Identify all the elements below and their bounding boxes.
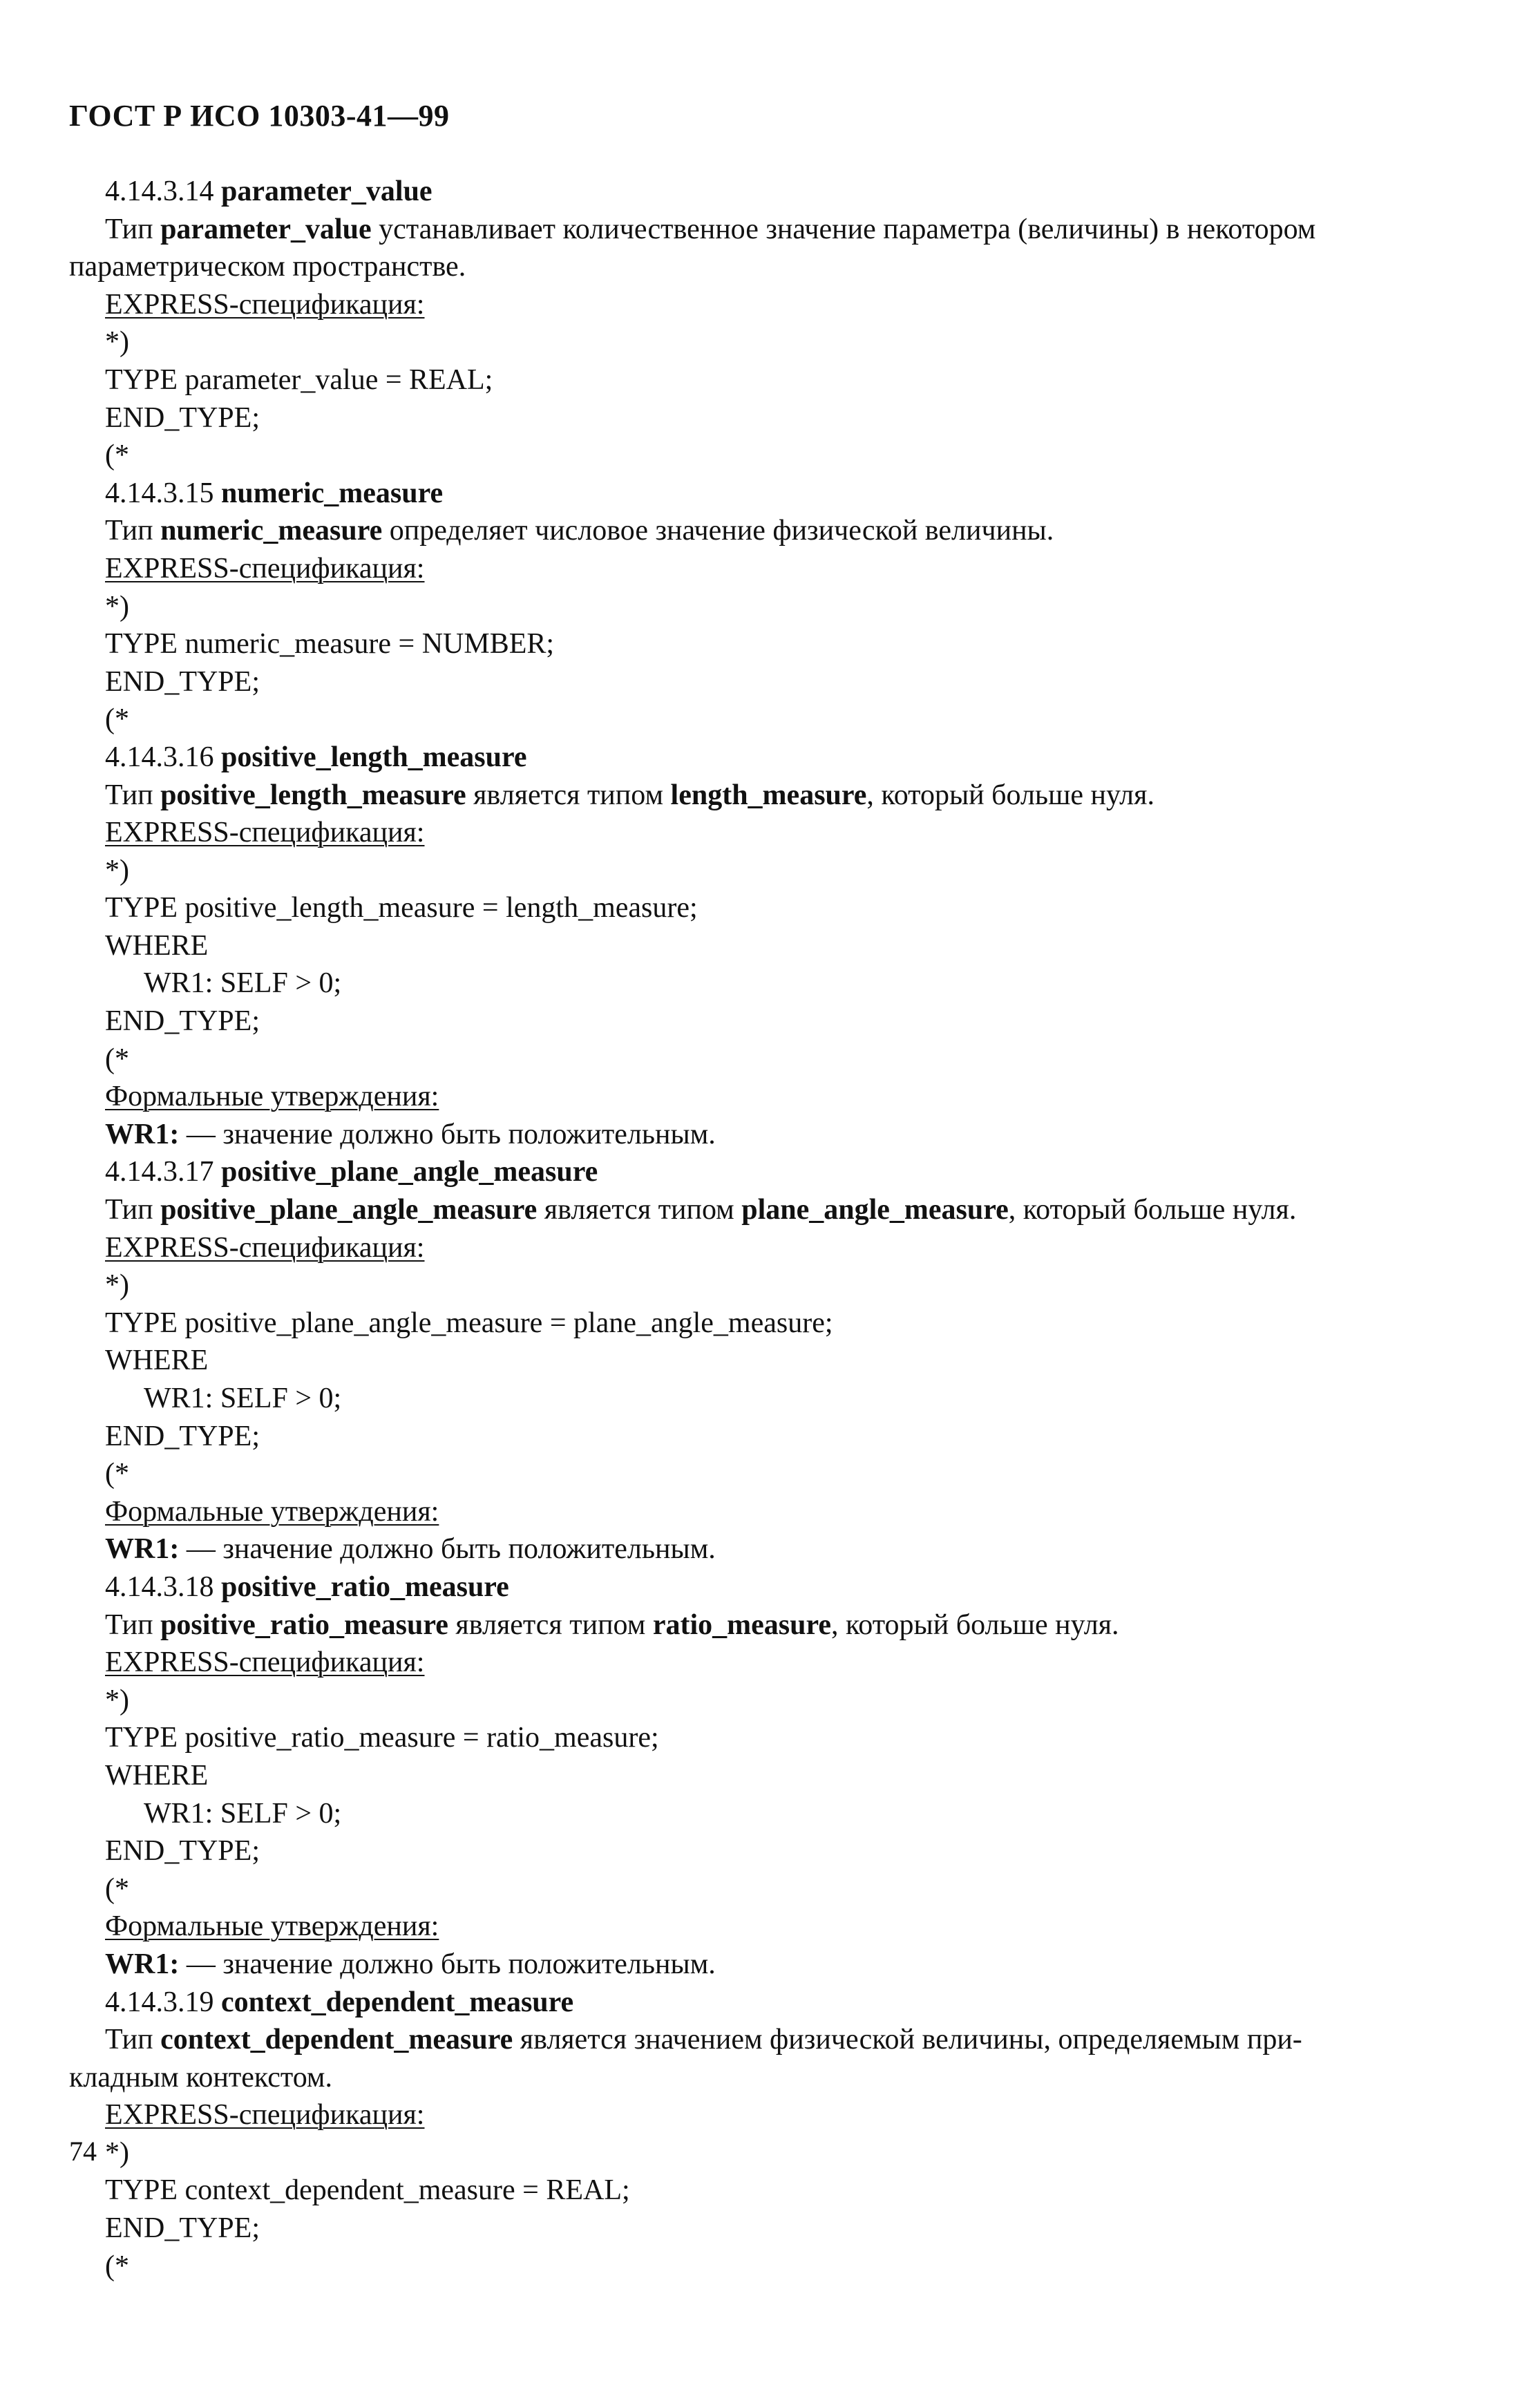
code-line: END_TYPE; xyxy=(105,401,260,434)
section-number: 4.14.3.14 xyxy=(105,175,214,207)
code-line: END_TYPE; xyxy=(105,665,260,698)
code-open: *) xyxy=(105,590,129,623)
section-heading xyxy=(105,1984,1452,2022)
type-name: positive_ratio_measure xyxy=(160,1608,448,1641)
section-name: positive_length_measure xyxy=(221,741,527,773)
description-line: Тип parameter_value устанавливает количественное значение параметра (величины) в некотором xyxy=(105,213,1316,245)
code-line: TYPE positive_ratio_measure = ratio_measure; xyxy=(105,1722,659,1754)
type-name: positive_length_measure xyxy=(160,779,466,811)
formal-rule: WR1: — значение должно быть положительным. xyxy=(105,1118,716,1150)
code-close: (* xyxy=(105,2250,129,2282)
code-line: END_TYPE; xyxy=(105,1420,260,1452)
formal-label: Формальные утверждения: xyxy=(105,1081,439,1113)
section-name: parameter_value xyxy=(221,175,432,207)
express-label: EXPRESS-спецификация: xyxy=(105,1646,425,1679)
description-line: Тип positive_length_measure является типом length_measure, который больше нуля. xyxy=(105,779,1154,811)
where-rule: WR1: SELF > 0; xyxy=(144,1383,342,1414)
code-line: END_TYPE; xyxy=(105,1835,260,1868)
description-line: Тип context_dependent_measure является значением физической величины, определяемым при- xyxy=(105,2024,1302,2056)
formal-label: Формальные утверждения: xyxy=(105,1910,439,1943)
express-label: EXPRESS-спецификация: xyxy=(105,2099,425,2132)
base-type-name: length_measure xyxy=(670,779,867,811)
express-label: EXPRESS-спецификация: xyxy=(105,1231,425,1264)
where-rule: WR1: SELF > 0; xyxy=(144,967,342,1000)
description-line: Тип numeric_measure определяет числовое значение физической величины. xyxy=(105,515,1054,547)
section-name: positive_plane_angle_measure xyxy=(221,1156,598,1188)
code-open: *) xyxy=(105,326,129,359)
code-line: END_TYPE; xyxy=(105,1005,260,1038)
code-close: (* xyxy=(105,1872,129,1905)
code-open: *) xyxy=(105,1269,129,1302)
section-name: positive_ratio_measure xyxy=(221,1570,509,1603)
rule-label: WR1: xyxy=(105,1948,180,1980)
code-line: TYPE context_dependent_measure = REAL; xyxy=(105,2174,630,2207)
express-label: EXPRESS-спецификация: xyxy=(105,288,425,321)
section-name: context_dependent_measure xyxy=(221,1986,574,2018)
page-number: 74 xyxy=(69,2136,97,2167)
code-open: *) xyxy=(105,2136,129,2169)
where-rule: WR1: SELF > 0; xyxy=(144,1797,342,1830)
formal-label: Формальные утверждения: xyxy=(105,1495,439,1528)
code-line: END_TYPE; xyxy=(105,2212,260,2245)
code-close: (* xyxy=(105,703,129,736)
code-close: (* xyxy=(105,439,129,472)
section-heading xyxy=(105,173,1452,211)
code-line: WHERE xyxy=(105,929,209,962)
section-heading xyxy=(105,739,1452,777)
type-name: context_dependent_measure xyxy=(160,2024,513,2056)
code-line: TYPE positive_length_measure = length_measure; xyxy=(105,892,698,924)
type-name: numeric_measure xyxy=(160,515,383,547)
formal-rule: WR1: — значение должно быть положительным. xyxy=(105,1533,716,1566)
type-name: positive_plane_angle_measure xyxy=(160,1194,538,1226)
section-heading xyxy=(105,1568,1452,1606)
section-heading xyxy=(105,475,1452,513)
formal-rule: WR1: — значение должно быть положительным. xyxy=(105,1948,716,1980)
base-type-name: ratio_measure xyxy=(652,1608,831,1641)
code-open: *) xyxy=(105,1684,129,1716)
code-close: (* xyxy=(105,1458,129,1490)
code-line: TYPE parameter_value = REAL; xyxy=(105,363,493,396)
code-line: WHERE xyxy=(105,1759,209,1792)
description-line: параметрическом пространстве. xyxy=(69,251,466,283)
rule-label: WR1: xyxy=(105,1118,180,1150)
express-label: EXPRESS-спецификация: xyxy=(105,552,425,585)
page-header: ГОСТ Р ИСО 10303-41—99 xyxy=(69,99,450,133)
description-line: кладным контекстом. xyxy=(69,2061,332,2094)
rule-label: WR1: xyxy=(105,1533,180,1566)
section-name: numeric_measure xyxy=(221,477,444,509)
section-heading xyxy=(105,1153,1452,1191)
code-open: *) xyxy=(105,854,129,886)
section-number: 4.14.3.15 xyxy=(105,477,214,509)
express-label: EXPRESS-спецификация: xyxy=(105,817,425,849)
code-line: TYPE positive_plane_angle_measure = plane_angle_measure; xyxy=(105,1307,833,1339)
description-line: Тип positive_ratio_measure является типом ratio_measure, который больше нуля. xyxy=(105,1608,1119,1641)
base-type-name: plane_angle_measure xyxy=(741,1194,1009,1226)
code-line: TYPE numeric_measure = NUMBER; xyxy=(105,628,555,661)
section-number: 4.14.3.17 xyxy=(105,1156,214,1188)
section-number: 4.14.3.16 xyxy=(105,741,214,773)
section-number: 4.14.3.19 xyxy=(105,1986,214,2018)
type-name: parameter_value xyxy=(160,213,372,245)
code-close: (* xyxy=(105,1043,129,1075)
code-line: WHERE xyxy=(105,1345,209,1377)
section-number: 4.14.3.18 xyxy=(105,1570,214,1603)
description-line: Тип positive_plane_angle_measure является типом plane_angle_measure, который больше нуля. xyxy=(105,1194,1297,1226)
